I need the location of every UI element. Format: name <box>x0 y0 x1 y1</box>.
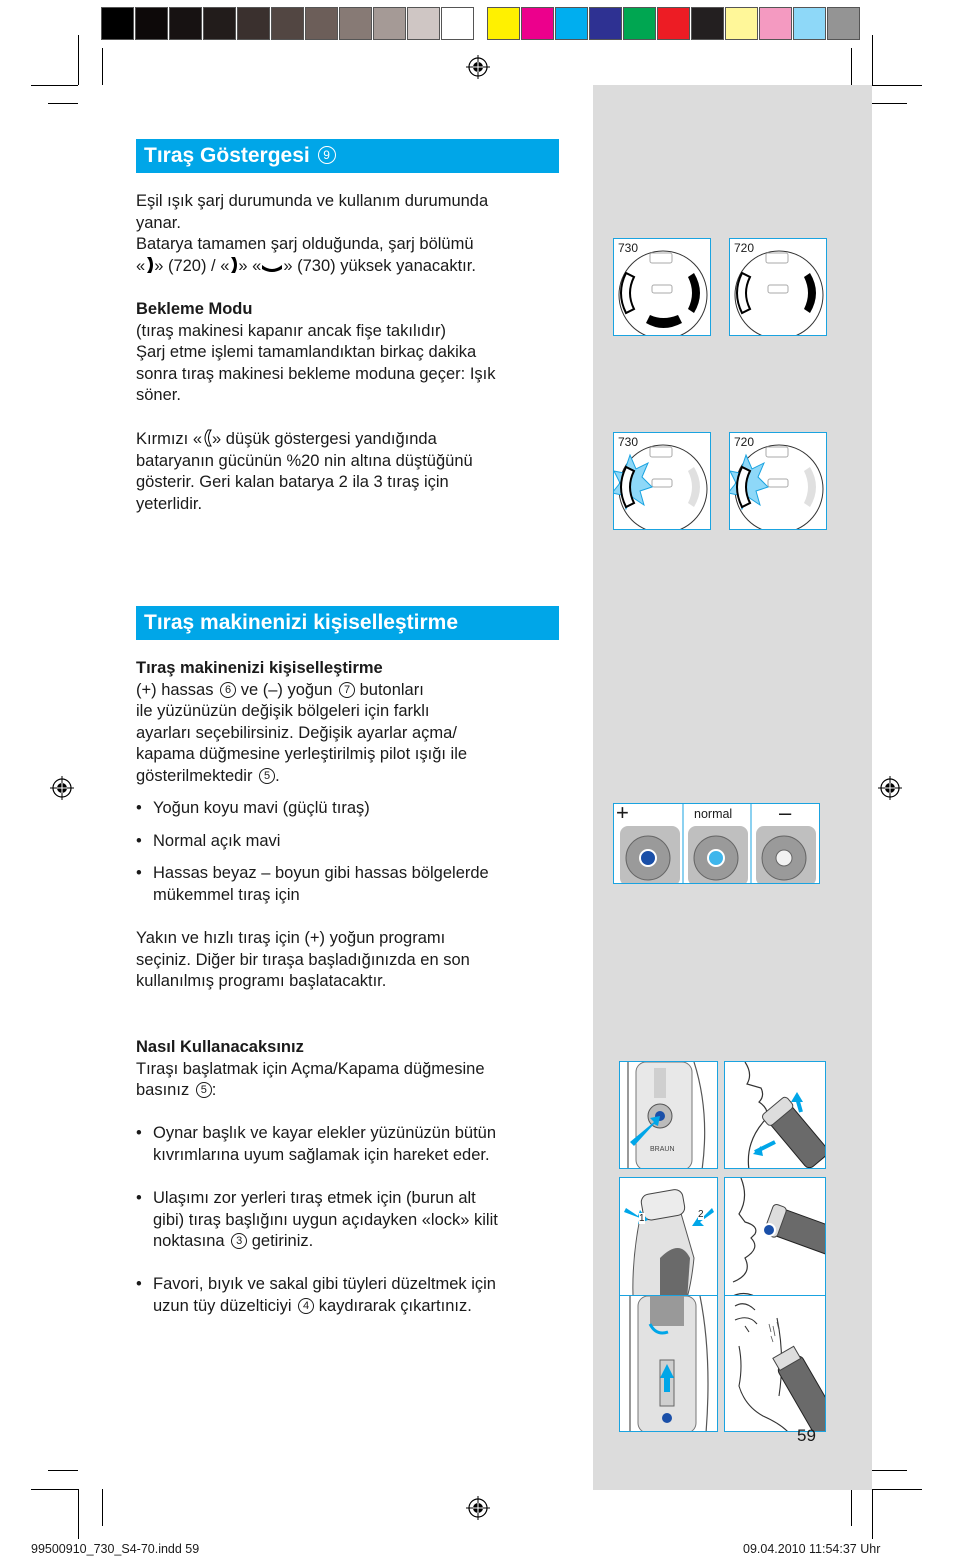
text-line: gibi) tıraş başlığını uygun açıdayken «lock» kilit <box>153 1210 498 1229</box>
trimming-sideburn-figure <box>724 1295 826 1432</box>
text-line: Tıraşı başlatmak için Açma/Kapama düğmesine <box>136 1059 485 1078</box>
trimmer-slide-illustration-icon <box>620 1296 718 1432</box>
battery-segment-icon <box>145 256 154 274</box>
battery-bottom-segment-icon <box>261 259 283 273</box>
text-line: mükemmel tıraş için <box>153 885 300 904</box>
list-item-text <box>153 1188 566 1253</box>
shaving-nose-illustration-icon <box>725 1178 826 1314</box>
text-line: Ulaşımı zor yerleri tıraş etmek için (burun alt <box>153 1189 476 1207</box>
press-button-figure <box>619 1061 718 1169</box>
crop-mark <box>872 1470 907 1471</box>
low-battery-display-icon <box>730 433 827 530</box>
list-item <box>136 1123 566 1166</box>
text-fragment: » düşük göstergesi yandığında <box>212 430 437 448</box>
reference-number: 6 <box>220 682 236 698</box>
crop-mark <box>851 48 852 85</box>
subheading: Bekleme Modu <box>136 300 253 318</box>
color-swatch <box>271 7 304 40</box>
low-battery-display-icon <box>614 433 711 530</box>
standby-paragraph <box>136 299 566 407</box>
text-line <box>136 256 566 278</box>
how-to-use-paragraph <box>136 1037 566 1102</box>
crop-mark <box>851 1489 852 1526</box>
color-swatch <box>623 7 656 40</box>
registration-mark-icon <box>878 776 902 800</box>
text-line: söner. <box>136 386 181 405</box>
text-line <box>153 1231 566 1253</box>
bullet-dot: • <box>136 1189 142 1207</box>
bullet-dot: • <box>136 799 142 817</box>
text-fragment: ve (–) yoğun <box>240 680 333 699</box>
color-swatch <box>135 7 168 40</box>
color-swatch <box>237 7 270 40</box>
color-calibration-bar <box>101 7 861 40</box>
color-swatch <box>373 7 406 40</box>
text-fragment: kaydırarak çıkartınız. <box>318 1296 472 1315</box>
text-fragment: butonları <box>359 680 424 699</box>
text-line: Şarj etme işlemi tamamlandıktan birkaç dakika <box>136 343 477 362</box>
battery-display-icon <box>730 239 827 336</box>
brand-label: BRAUN <box>650 1146 675 1153</box>
color-swatch <box>305 7 338 40</box>
list-item <box>136 831 566 853</box>
model-label: 730 <box>618 241 639 255</box>
display-720-full-figure <box>729 238 827 336</box>
text-line: (tıraş makinesi kapanır ancak fişe takılıdır) <box>136 321 446 340</box>
color-swatch <box>793 7 826 40</box>
lock-head-figure <box>619 1177 718 1314</box>
step-number: 1 <box>639 1213 645 1224</box>
color-swatch <box>487 7 520 40</box>
list-item-text: Yoğun koyu mavi (güçlü tıraş) <box>153 799 370 817</box>
section-header-personalize <box>136 606 559 640</box>
list-item <box>136 863 566 906</box>
text-line: kapama düğmesine yerleştirilmiş pilot ışığı ile <box>136 745 468 764</box>
crop-mark <box>872 1489 922 1490</box>
color-swatch <box>589 7 622 40</box>
crop-mark <box>48 1470 78 1471</box>
crop-mark <box>872 103 907 104</box>
trimmer-figure <box>619 1295 718 1432</box>
crop-mark <box>102 1489 103 1526</box>
list-item <box>136 1188 566 1253</box>
reference-number: 9 <box>318 146 336 164</box>
shaving-neck-figure <box>724 1061 826 1169</box>
reference-number: 5 <box>259 768 275 784</box>
reference-number: 4 <box>298 1298 314 1314</box>
text-fragment: (+) hassas <box>136 680 214 699</box>
color-swatch <box>203 7 236 40</box>
text-line: gösterir. Geri kalan batarya 2 ila 3 tıraş için <box>136 473 449 492</box>
display-730-low-figure <box>613 432 711 530</box>
registration-mark-icon <box>466 55 490 79</box>
subheading: Tıraş makinenizi kişiselleştirme <box>136 659 383 677</box>
display-730-full-figure <box>613 238 711 336</box>
text-line: kullanılmış programı başlatacaktır. <box>136 972 387 991</box>
mode-minus-label: – <box>779 803 792 825</box>
crop-mark <box>872 85 922 86</box>
crop-mark <box>872 35 873 85</box>
text-line: Batarya tamamen şarj olduğunda, şarj bölümü <box>136 235 474 254</box>
mode-normal-label: normal <box>694 807 733 821</box>
text-fragment: basınız <box>136 1081 190 1100</box>
color-swatch <box>441 7 474 40</box>
model-label: 720 <box>734 435 755 449</box>
text-line <box>136 1080 566 1102</box>
crop-mark <box>31 1489 78 1490</box>
shaving-chin-illustration-icon <box>725 1062 826 1169</box>
list-item-text <box>153 863 566 906</box>
text-line <box>136 680 566 702</box>
reference-number: 3 <box>231 1233 247 1249</box>
section-title: Tıraş makinenizi kişiselleştirme <box>144 611 458 634</box>
text-fragment: : <box>211 1081 217 1100</box>
bullet-dot: • <box>136 864 142 882</box>
crop-mark <box>48 103 78 104</box>
color-swatch <box>555 7 588 40</box>
program-paragraph <box>136 928 566 993</box>
color-swatch <box>521 7 554 40</box>
trimming-sideburn-illustration-icon <box>725 1296 826 1432</box>
color-swatch <box>101 7 134 40</box>
text-line: kıvrımlarına uyum sağlamak için hareket eder. <box>153 1145 490 1164</box>
text-line: Eşil ışık şarj durumunda ve kullanım durumunda <box>136 192 489 210</box>
text-line <box>153 1296 566 1318</box>
text-fragment: gösterilmektedir <box>136 766 253 785</box>
shaver-lock-illustration-icon <box>620 1178 718 1314</box>
text-fragment: » (730) yüksek yanacaktır. <box>283 256 476 275</box>
text-line: yeterlidir. <box>136 494 203 513</box>
low-battery-paragraph <box>136 429 566 515</box>
mode-plus-label: + <box>616 803 629 825</box>
reference-number: 5 <box>196 1082 212 1098</box>
swatch-gap <box>475 7 487 40</box>
text-line: ayarları seçebilirsiniz. Değişik ayarlar açma/ <box>136 723 457 742</box>
crop-mark <box>78 1489 79 1539</box>
reference-number: 7 <box>339 682 355 698</box>
crop-mark <box>872 1489 873 1539</box>
step-number: 2 <box>698 1209 704 1220</box>
battery-display-icon <box>614 239 711 336</box>
text-line: ile yüzünüzün değişik bölgeleri için farklı <box>136 702 430 721</box>
model-label: 730 <box>618 435 639 449</box>
registration-mark-icon <box>466 1496 490 1520</box>
text-fragment: « <box>136 256 146 275</box>
text-line <box>136 766 566 788</box>
list-item <box>136 798 566 820</box>
crop-mark <box>31 85 78 86</box>
footer-file-info: 99500910_730_S4-70.indd 59 <box>31 1542 200 1556</box>
list-item <box>136 1274 566 1317</box>
text-fragment: getiriniz. <box>251 1232 314 1251</box>
crop-mark <box>102 48 103 85</box>
text-fragment: Kırmızı « <box>136 430 203 448</box>
footer-timestamp: 09.04.2010 11:54:37 Uhr <box>743 1542 881 1556</box>
crop-mark <box>78 35 79 85</box>
text-line: seçiniz. Diğer bir tıraşa başladığınızda en son <box>136 950 470 969</box>
color-swatch <box>657 7 690 40</box>
shaving-nose-figure <box>724 1177 826 1314</box>
text-line: yanar. <box>136 213 181 232</box>
color-swatch <box>827 7 860 40</box>
text-fragment: » (720) / « <box>154 256 230 275</box>
text-fragment: » « <box>238 256 262 275</box>
list-item-text <box>153 1274 566 1317</box>
color-swatch <box>691 7 724 40</box>
section-title: Tıraş Göstergesi <box>144 144 310 167</box>
color-swatch <box>725 7 758 40</box>
text-line <box>136 429 566 451</box>
text-fragment: uzun tüy düzelticiyi <box>153 1296 292 1315</box>
bullet-dot: • <box>136 1124 142 1142</box>
text-line: Hassas beyaz – boyun gibi hassas bölgelerde <box>153 864 489 882</box>
list-item-text: Normal açık mavi <box>153 832 281 850</box>
color-swatch <box>169 7 202 40</box>
bullet-dot: • <box>136 832 142 850</box>
bullet-dot: • <box>136 1275 142 1293</box>
color-swatch <box>339 7 372 40</box>
section-header-shave-indicator <box>136 139 559 173</box>
text-line: Oynar başlık ve kayar elekler yüzünüzün bütün <box>153 1124 497 1142</box>
text-fragment: noktasına <box>153 1232 225 1251</box>
shave-mode-figure <box>613 803 820 884</box>
text-fragment: . <box>275 766 280 785</box>
text-line: Yakın ve hızlı tıraş için (+) yoğun programı <box>136 929 446 947</box>
color-swatch <box>759 7 792 40</box>
text-line: bataryanın gücünün %20 nin altına düştüğünü <box>136 451 473 470</box>
low-battery-segment-icon <box>202 429 212 447</box>
personalize-paragraph <box>136 658 566 788</box>
text-line: sonra tıraş makinesi bekleme moduna geçer: Işık <box>136 364 496 383</box>
subheading: Nasıl Kullanacaksınız <box>136 1038 304 1056</box>
color-swatch <box>407 7 440 40</box>
list-item-text <box>153 1123 566 1166</box>
text-line: Favori, bıyık ve sakal gibi tüyleri düzeltmek için <box>153 1275 496 1293</box>
charge-paragraph <box>136 191 566 277</box>
model-label: 720 <box>734 241 755 255</box>
registration-mark-icon <box>50 776 74 800</box>
display-720-low-figure <box>729 432 827 530</box>
page-number: 59 <box>797 1426 816 1445</box>
